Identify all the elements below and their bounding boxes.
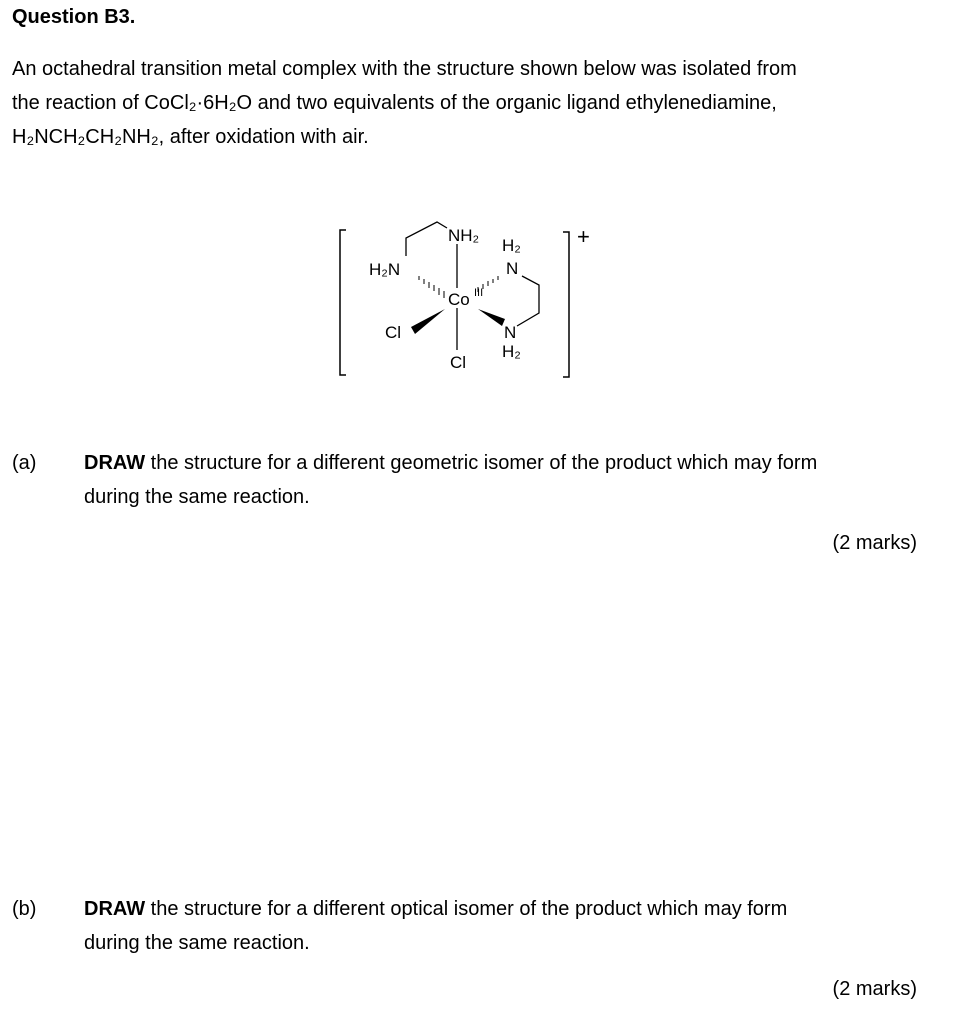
complex-charge: +: [577, 224, 590, 249]
part-b-verb: DRAW: [84, 898, 146, 920]
intro-line: An octahedral transition metal complex with the structure shown below was isolated from: [12, 58, 797, 80]
intro-line: the reaction of CoCl₂·6H₂O and two equivalents of the organic ligand ethylenediamine,: [12, 92, 777, 114]
label-oxidation-state: III: [474, 287, 484, 299]
label-metal: Co: [448, 290, 470, 309]
part-b-line1: the structure for a different optical isomer of the product which may form: [145, 898, 788, 920]
label-n-right-lower: N: [504, 323, 517, 342]
part-a-label: (a): [12, 452, 37, 474]
question-title: Question B3.: [12, 6, 136, 28]
part-b-line2: during the same reaction.: [84, 932, 310, 954]
en-backbone-left: [406, 222, 447, 256]
label-cl-left: Cl: [385, 323, 402, 342]
part-a-verb: DRAW: [84, 452, 146, 474]
cobalt-complex-structure: [320, 210, 620, 385]
intro-line: H₂NCH₂CH₂NH₂, after oxidation with air.: [12, 126, 369, 148]
label-h2-right-upper: H₂: [502, 236, 521, 255]
label-nh2-top: NH₂: [448, 226, 480, 245]
hashed-bond-left: [419, 276, 444, 298]
right-bracket: [563, 232, 569, 377]
question-intro: [12, 52, 932, 154]
part-b-marks: (2 marks): [832, 978, 917, 1000]
en-backbone-right: [517, 276, 539, 326]
label-cl-bottom: Cl: [450, 353, 467, 372]
wedge-bond-n: [478, 309, 505, 326]
part-a-marks: (2 marks): [832, 532, 917, 554]
label-h2-right-lower: H₂: [502, 342, 521, 361]
part-b-text: [84, 892, 944, 960]
part-b-label: (b): [12, 898, 37, 920]
part-a-line1: the structure for a different geometric isomer of the product which may form: [145, 452, 818, 474]
part-a-line2: during the same reaction.: [84, 486, 310, 508]
label-h2n-left: H₂N: [369, 260, 401, 279]
left-bracket: [340, 230, 346, 375]
part-a-text: [84, 446, 944, 514]
wedge-bond-cl: [411, 309, 445, 334]
label-n-right-upper: N: [506, 259, 519, 278]
